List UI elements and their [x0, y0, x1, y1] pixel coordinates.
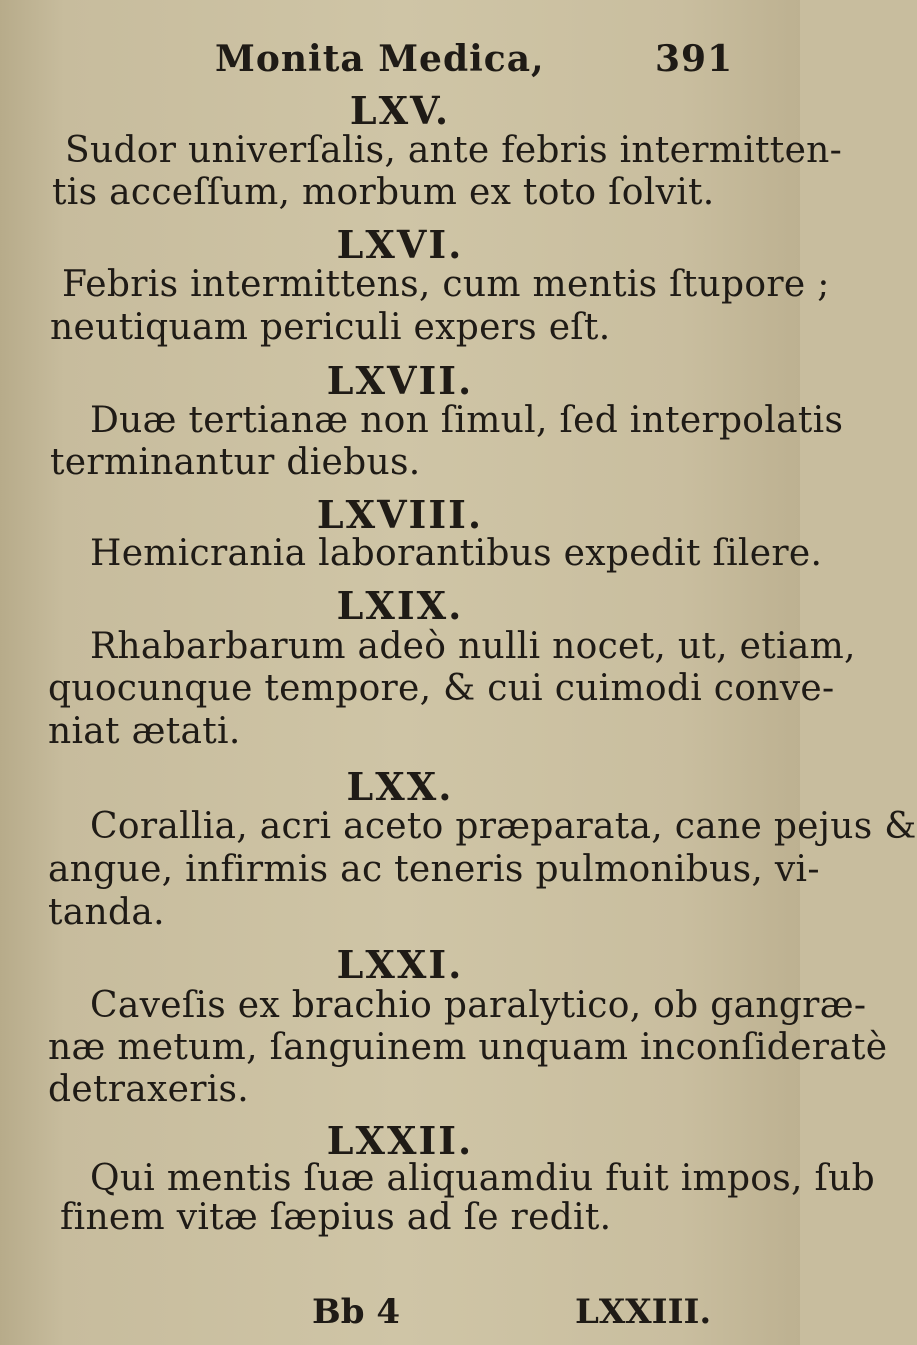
text-line: neutiquam periculi expers eſt.: [50, 306, 611, 348]
signature-mark: Bb 4: [312, 1292, 401, 1332]
section-numeral: LXX.: [346, 764, 454, 810]
text-line: finem vitæ ſæpius ad ſe redit.: [60, 1196, 612, 1238]
text-line: Sudor univerſalis, ante febris intermitten-: [65, 129, 843, 171]
text-line: tanda.: [48, 891, 165, 933]
running-title: Monita Medica,: [215, 38, 545, 80]
text-line: tis acceſſum, morbum ex toto ſolvit.: [52, 171, 715, 213]
section-numeral: LXVIII.: [316, 491, 484, 537]
text-line: Rhabarbarum adeò nulli nocet, ut, etiam,: [90, 625, 856, 667]
text-line: Duæ tertianæ non ſimul, ſed interpolatis: [90, 400, 844, 442]
text-line: terminantur diebus.: [50, 442, 421, 484]
section-numeral: LXVII.: [326, 357, 474, 403]
section-numeral: LXXI.: [336, 941, 464, 987]
catchword: LXXIII.: [575, 1292, 712, 1332]
text-line: Febris intermittens, cum mentis ſtupore ;: [62, 263, 830, 305]
text-line: Hemicrania laborantibus expedit ſilere.: [90, 533, 823, 575]
text-line: angue, infirmis ac teneris pulmonibus, vi-: [48, 848, 820, 890]
section-numeral: LXIX.: [336, 582, 464, 628]
section-numeral: LXV.: [349, 88, 451, 133]
text-line: næ metum, ſanguinem unquam inconſideratè: [48, 1027, 888, 1069]
section-numeral: LXVI.: [336, 221, 464, 267]
section-numeral: LXXII.: [326, 1118, 474, 1164]
text-line: Qui mentis ſuæ aliquamdiu fuit impos, ſub: [90, 1157, 875, 1199]
text-line: Caveſis ex brachio paralytico, ob gangræ-: [90, 984, 867, 1026]
text-line: detraxeris.: [48, 1069, 250, 1111]
text-line: niat ætati.: [48, 711, 241, 753]
text-line: Corallia, acri aceto præparata, cane pejus &: [90, 805, 917, 847]
text-line: quocunque tempore, & cui cuimodi conve-: [48, 668, 835, 710]
page-number: 391: [655, 38, 734, 80]
